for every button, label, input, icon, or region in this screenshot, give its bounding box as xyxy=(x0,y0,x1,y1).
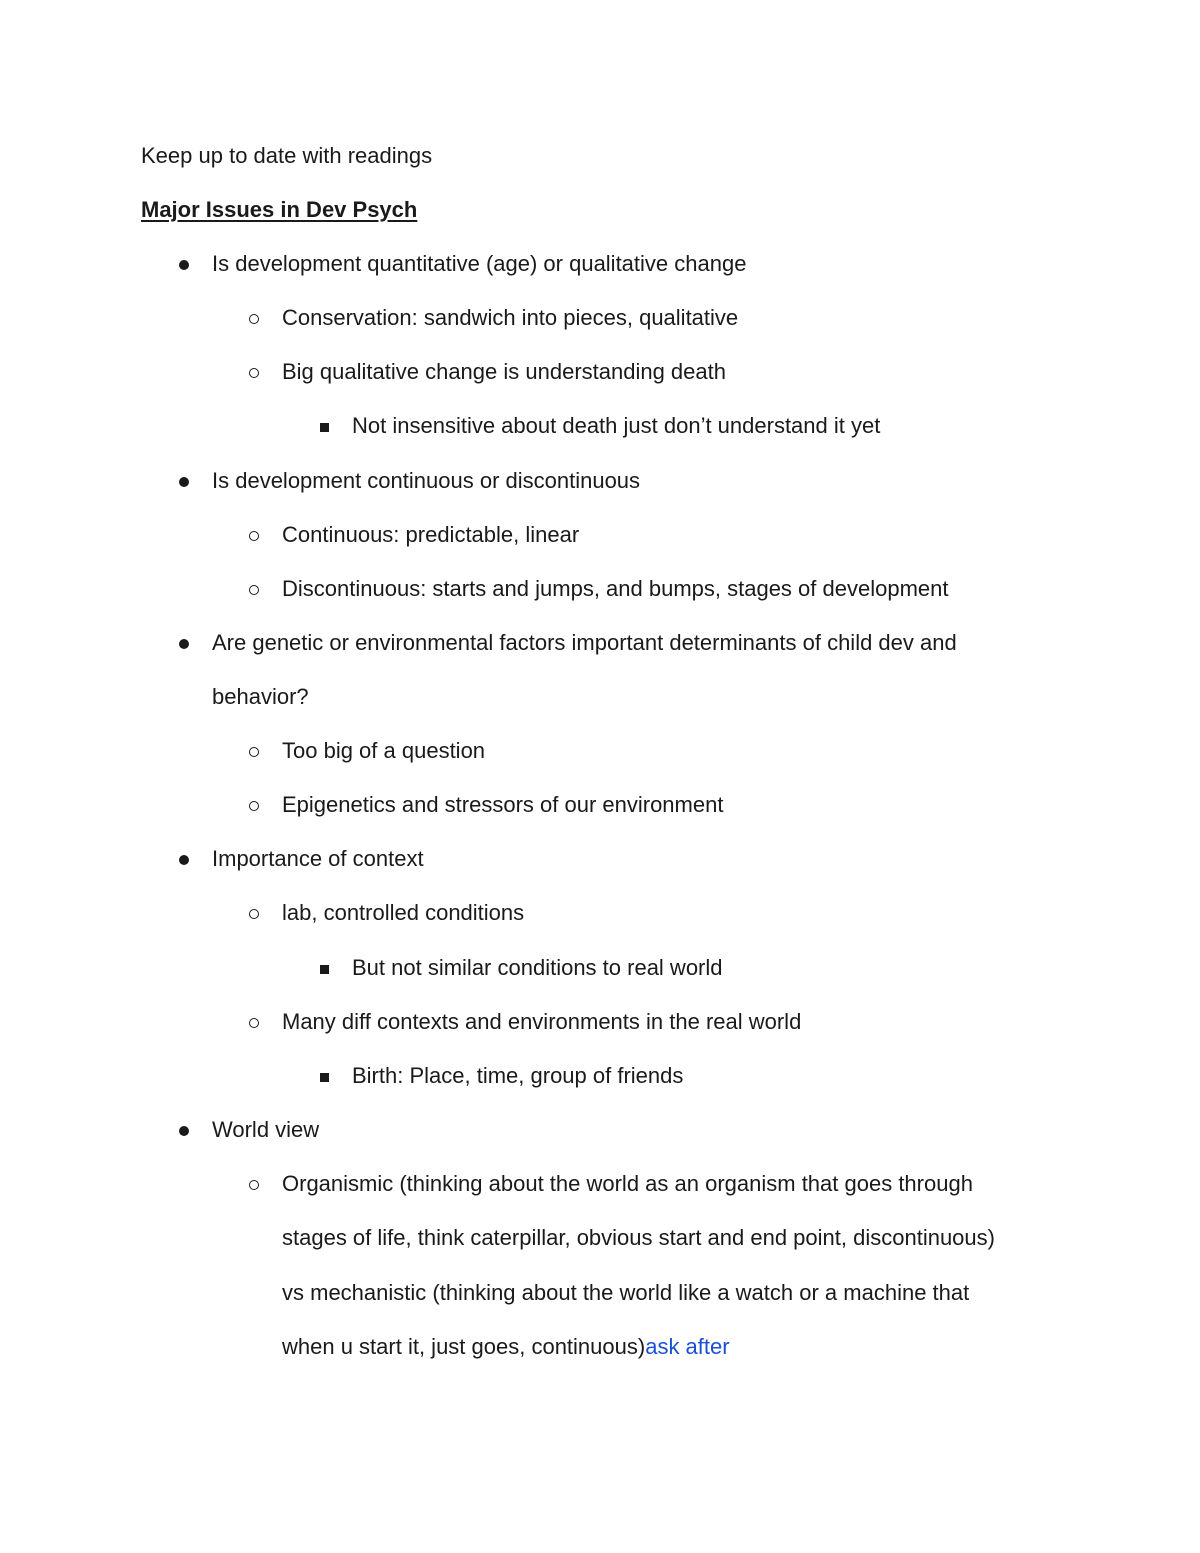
bullet-square-icon xyxy=(310,954,338,982)
section-heading: Major Issues in Dev Psych xyxy=(141,197,418,222)
list-item: Not insensitive about death just don’t understand it yet xyxy=(352,413,881,438)
list-item-continuation: stages of life, think caterpillar, obvious start and end point, discontinuous) xyxy=(282,1225,995,1250)
bullet-filled-icon xyxy=(170,467,198,495)
bullet-filled-icon xyxy=(170,629,198,657)
list-item: Is development quantitative (age) or qualitative change xyxy=(212,251,747,276)
list-item-text: when u start it, just goes, continuous) xyxy=(282,1334,646,1359)
list-item: Organismic (thinking about the world as an organism that goes through xyxy=(282,1171,973,1196)
list-item-continuation: behavior? xyxy=(212,684,309,709)
list-item: Conservation: sandwich into pieces, qualitative xyxy=(282,305,739,330)
bullet-hollow-icon xyxy=(240,575,268,603)
list-item: Continuous: predictable, linear xyxy=(282,522,580,547)
list-item: Are genetic or environmental factors important determinants of child dev and xyxy=(212,630,957,655)
list-item: Discontinuous: starts and jumps, and bumps, stages of development xyxy=(282,576,949,601)
list-item: Too big of a question xyxy=(282,738,486,763)
list-item: Epigenetics and stressors of our environment xyxy=(282,792,724,817)
list-item: But not similar conditions to real world xyxy=(352,955,723,980)
list-item-continuation: vs mechanistic (thinking about the world like a watch or a machine that xyxy=(282,1280,970,1305)
list-item: Birth: Place, time, group of friends xyxy=(352,1063,684,1088)
bullet-filled-icon xyxy=(170,250,198,278)
bullet-square-icon xyxy=(310,412,338,440)
bullet-hollow-icon xyxy=(240,521,268,549)
bullet-filled-icon xyxy=(170,845,198,873)
list-item: Big qualitative change is understanding death xyxy=(282,359,726,384)
bullet-square-icon xyxy=(310,1062,338,1090)
bullet-hollow-icon xyxy=(240,304,268,332)
list-item: Is development continuous or discontinuous xyxy=(212,468,641,493)
bullet-hollow-icon xyxy=(240,358,268,386)
bullet-hollow-icon xyxy=(240,791,268,819)
list-item: lab, controlled conditions xyxy=(282,900,525,925)
bullet-hollow-icon xyxy=(240,899,268,927)
bullet-hollow-icon xyxy=(240,1008,268,1036)
bullet-hollow-icon xyxy=(240,737,268,765)
intro-text: Keep up to date with readings xyxy=(141,143,433,168)
list-item-continuation xyxy=(282,1333,730,1361)
bullet-hollow-icon xyxy=(240,1170,268,1198)
list-item: Many diff contexts and environments in the real world xyxy=(282,1009,802,1034)
ask-after-link[interactable]: ask after xyxy=(645,1334,730,1359)
list-item: World view xyxy=(212,1117,320,1142)
list-item: Importance of context xyxy=(212,846,424,871)
bullet-filled-icon xyxy=(170,1116,198,1144)
